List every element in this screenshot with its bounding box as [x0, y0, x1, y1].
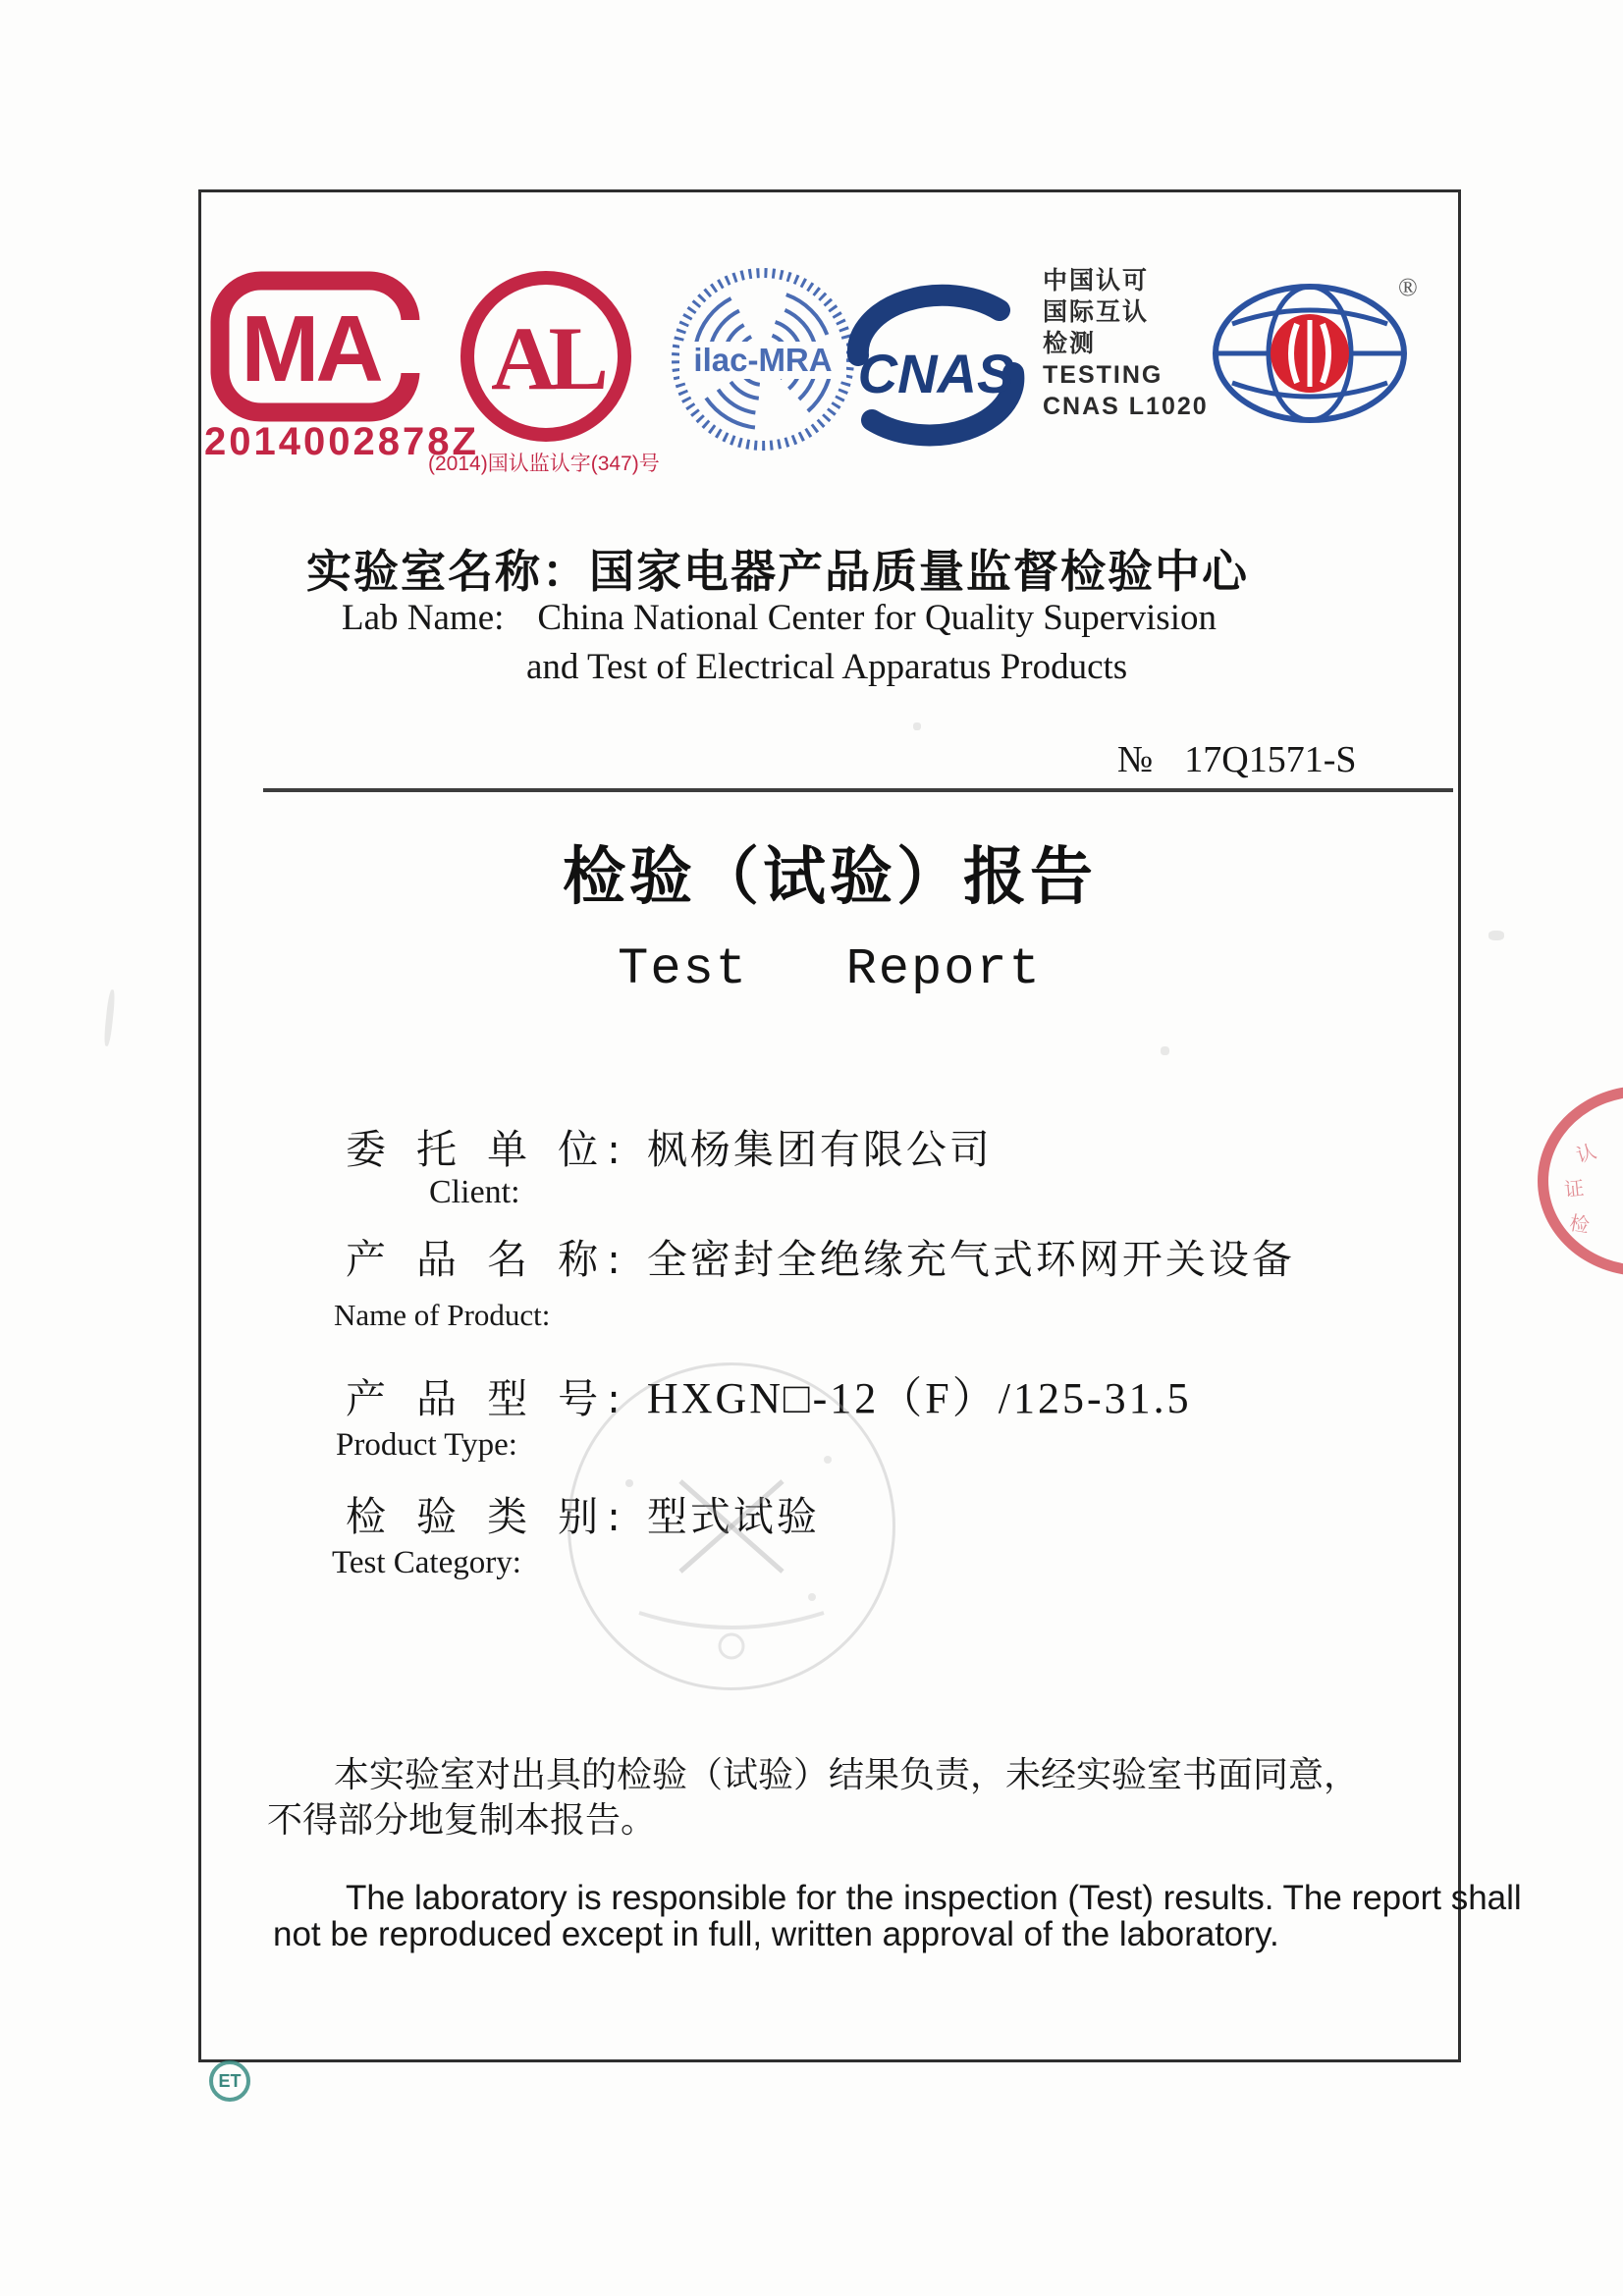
accreditation-text-block [1043, 265, 1209, 422]
cma-accreditation-icon [208, 269, 422, 424]
field-product-name-zh [346, 1227, 1295, 1285]
accreditation-line: 中国认可 [1043, 267, 1150, 294]
field-client-label-zh: 委 托 单 位: [346, 1126, 629, 1173]
disclaimer-en-line1: The laboratory is responsible for the inspection (Test) results. The report shall [346, 1879, 1522, 1917]
field-test-category-label-zh: 检 验 类 别: [346, 1493, 629, 1540]
cnas-letters: CNAS [857, 343, 1014, 404]
lab-name-zh [306, 536, 1249, 601]
al-caption: (2014)国认监认字(347)号 [428, 453, 660, 475]
faint-stamp-watermark [568, 1362, 895, 1690]
scan-smudge [913, 722, 921, 730]
disclaimer-zh-line2: 不得部分地复制本报告。 [267, 1800, 657, 1841]
al-accreditation-icon [454, 265, 638, 448]
al-letters: AL [491, 308, 601, 408]
field-client-value: 枫杨集团有限公司 [646, 1126, 993, 1173]
field-product-name-value: 全密封全绝缘充气式环网开关设备 [646, 1236, 1295, 1283]
field-test-category-value: 型式试验 [646, 1493, 820, 1540]
field-product-model-label-en: Product Type: [336, 1427, 517, 1463]
field-client-label-en: Client: [429, 1174, 520, 1210]
accreditation-line: 国际互认 [1043, 298, 1150, 326]
scan-smudge [1161, 1046, 1169, 1055]
field-product-model-label-zh: 产 品 型 号: [346, 1375, 629, 1422]
lab-name-en-line1 [342, 597, 1217, 639]
header-rule-line [263, 788, 1453, 792]
disclaimer-en-line2: not be reproduced except in full, written approval of the laboratory. [273, 1915, 1279, 1953]
lab-name-label-zh: 实验室名称： [306, 545, 589, 598]
report-number-value: 17Q1571-S [1184, 739, 1357, 780]
cma-certificate-number: 2014002878Z [204, 420, 479, 463]
report-number [1117, 738, 1357, 781]
cnas-logo-icon [844, 283, 1027, 448]
et-badge-label: ET [218, 2070, 242, 2091]
red-seal-stamp: 认 证 检 [1538, 1086, 1623, 1276]
accreditation-line: CNAS L1020 [1043, 393, 1209, 420]
cma-letters: MA [241, 296, 380, 401]
lab-name-value-zh: 国家电器产品质量监督检验中心 [589, 545, 1249, 598]
accreditation-line: TESTING [1043, 361, 1163, 389]
lab-name-en-line2: and Test of Electrical Apparatus Products [526, 647, 1128, 687]
field-product-model-value: HXGN□-12（F）/125-31.5 [646, 1374, 1192, 1422]
accreditation-line: 检测 [1043, 330, 1097, 357]
field-test-category-label-en: Test Category: [332, 1545, 521, 1580]
disclaimer-zh-line1: 本实验室对出具的检验（试验）结果负责，未经实验室书面同意， [334, 1755, 1360, 1795]
field-product-name-label-zh: 产 品 名 称: [346, 1236, 629, 1283]
scan-smudge [1488, 931, 1504, 940]
registered-trademark-icon: ® [1398, 273, 1418, 301]
report-title-en: Test Report [618, 940, 1042, 998]
ilac-label: ilac-MRA [693, 342, 833, 378]
ilac-mra-icon [666, 261, 860, 457]
lab-name-value-en: China National Center for Quality Supervision [537, 598, 1217, 638]
scan-smudge [103, 989, 116, 1046]
report-title-zh: 检验（试验）报告 [563, 841, 1097, 914]
et-badge-icon [209, 2060, 250, 2102]
field-product-name-label-en: Name of Product: [334, 1298, 551, 1332]
field-client-zh [346, 1117, 993, 1175]
lab-name-label-en: Lab Name: [342, 598, 505, 638]
report-number-label: № [1117, 739, 1154, 780]
globe-certification-icon [1211, 279, 1409, 428]
